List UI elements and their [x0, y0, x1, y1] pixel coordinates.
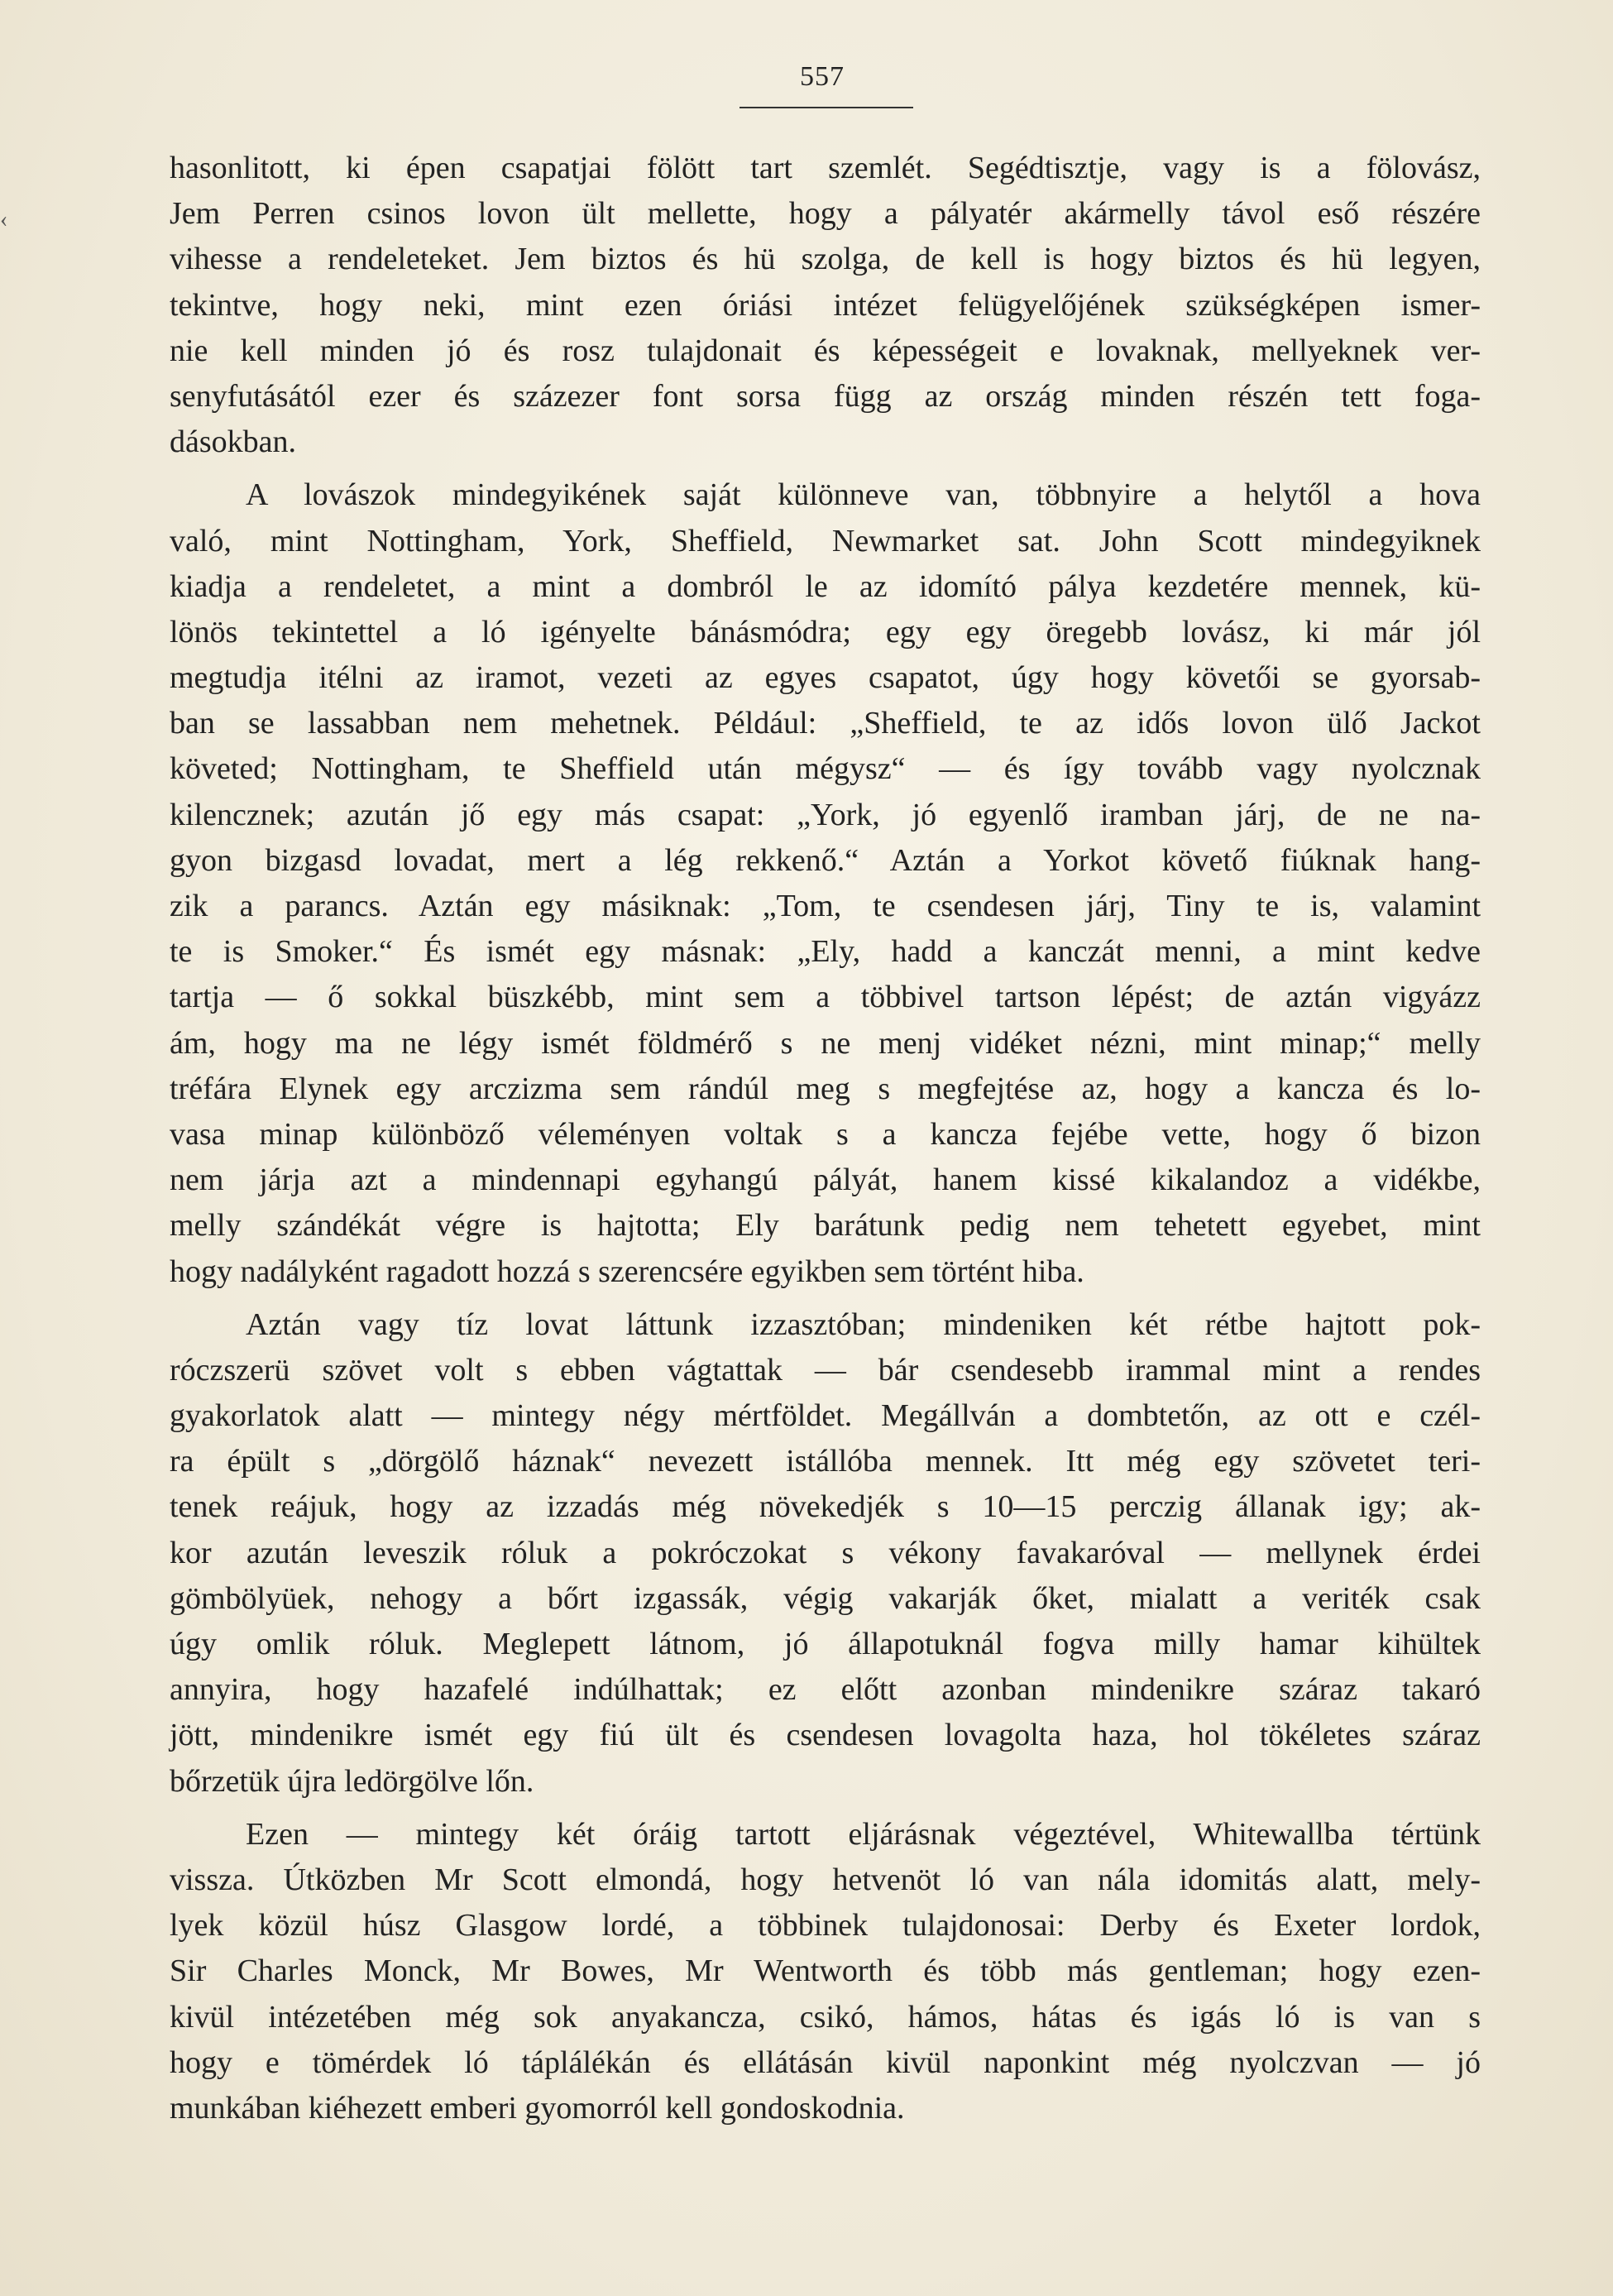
text-line: jött, mindenikre ismét egy fiú ült és csendesen lovagolta haza, hol tökéletes száraz: [170, 1718, 1481, 1753]
text-line: Ezen — mintegy két óráig tartott eljárásnak végeztével, Whitewallba tértünk: [246, 1816, 1481, 1852]
text-line: vasa minap különböző véleményen voltak s a kancza fejébe vette, hogy ő bizon: [170, 1116, 1481, 1152]
text-line: hogy nadályként ragadott hozzá s szerencsére egyikben sem történt hiba.: [170, 1253, 1084, 1289]
text-line: A lovászok mindegyikének saját különneve van, többnyire a helytől a hova: [246, 477, 1481, 513]
text-line: tartja — ő sokkal büszkébb, mint sem a többivel tartson lépést; de aztán vigyázz: [170, 980, 1481, 1015]
text-line: nie kell minden jó és rosz tulajdonait és képességeit e lovaknak, mellyeknek ver-: [170, 333, 1481, 368]
text-line: melly szándékát végre is hajtotta; Ely barátunk pedig nem tehetett egyebet, mint: [170, 1208, 1481, 1244]
text-line: hasonlitott, ki épen csapatjai fölött tart szemlét. Segédtisztje, vagy is a fölovász,: [170, 151, 1481, 185]
text-line: tenek reájuk, hogy az izzadás még növekedjék s 10—15 perczig állanak igy; ak-: [170, 1489, 1481, 1525]
text-line: munkában kiéhezett emberi gyomorról kell gondoskodnia.: [170, 2090, 905, 2126]
text-line: te is Smoker.“ És ismét egy másnak: „Ely, hadd a kanczát menni, a mint kedve: [170, 934, 1481, 970]
text-line: ra épült s „dörgölő háznak“ nevezett istállóba mennek. Itt még egy szövetet teri-: [170, 1444, 1481, 1479]
page-number: 557: [800, 61, 845, 92]
text-line: ban se lassabban nem mehetnek. Például: „Sheffield, te az idős lovon ülő Jackot: [170, 706, 1481, 741]
text-line: róczszerü szövet volt s ebben vágtattak — bár csendesebb irammal mint a rendes: [170, 1352, 1481, 1388]
text-line: Jem Perren csinos lovon ült mellette, hogy a pályatér akármelly távol eső részére: [170, 196, 1481, 232]
paragraph: [170, 472, 1481, 1294]
text-line: úgy omlik róluk. Meglepett látnom, jó állapotuknál fogva milly hamar kihültek: [170, 1627, 1481, 1661]
text-line: kiadja a rendeletet, a mint a dombról le az idomító pálya kezdetére mennek, kü-: [170, 568, 1481, 604]
text-line: tekintve, hogy neki, mint ezen óriási intézet felügyelőjének szükségképen ismer-: [170, 287, 1481, 323]
paragraph: [170, 1302, 1481, 1805]
text-line: kivül intézetében még sok anyakancza, csikó, hámos, hátas és igás ló is van s: [170, 1999, 1481, 2035]
text-line: senyfutásától ezer és százezer font sorsa függ az ország minden részén tett foga-: [170, 378, 1481, 414]
text-line: vihesse a rendeleteket. Jem biztos és hü szolga, de kell is hogy biztos és hü legyen,: [170, 242, 1481, 277]
text-line: dásokban.: [170, 424, 297, 460]
text-line: gyon bizgasd lovadat, mert a lég rekkenő.“ Aztán a Yorkot követő fiúknak hang-: [170, 842, 1481, 878]
page-number-rule: [739, 107, 913, 108]
text-line: lönös tekintettel a ló igényelte bánásmódra; egy egy öregebb lovász, ki már jól: [170, 614, 1481, 649]
text-line: bőrzetük újra ledörgölve lőn.: [170, 1763, 534, 1799]
text-line: megtudja itélni az iramot, vezeti az egyes csapatot, úgy hogy követői se gyorsab-: [170, 660, 1481, 696]
paragraph: [170, 1812, 1481, 2131]
text-line: nem járja azt a mindennapi egyhangú pályát, hanem kissé kikalandoz a vidékbe,: [170, 1162, 1481, 1198]
paragraph: [170, 146, 1481, 465]
text-line: hogy e tömérdek ló táplálékán és ellátásán kivül naponkint még nyolczvan — jó: [170, 2044, 1481, 2080]
text-line: tréfára Elynek egy arczizma sem rándúl meg s megfejtése az, hogy a kancza és lo-: [170, 1071, 1481, 1106]
text-line: Sir Charles Monck, Mr Bowes, Mr Wentworth és több más gentleman; hogy ezen-: [170, 1953, 1481, 1989]
text-line: lyek közül húsz Glasgow lordé, a többinek tulajdonosai: Derby és Exeter lordok,: [170, 1908, 1481, 1944]
text-line: követed; Nottingham, te Sheffield után mégysz“ — és így tovább vagy nyolcznak: [170, 751, 1481, 787]
text-line: annyira, hogy hazafelé indúlhattak; ez előtt azonban mindenikre száraz takaró: [170, 1672, 1481, 1708]
text-line: ám, hogy ma ne légy ismét földmérő s ne menj vidéket nézni, mint minap;“ melly: [170, 1025, 1481, 1061]
text-line: gömbölyüek, nehogy a bőrt izgassák, végig vakarják őket, mialatt a veriték csak: [170, 1580, 1481, 1616]
text-line: kor azután leveszik róluk a pokróczokat s vékony favakaróval — mellynek érdei: [170, 1535, 1481, 1570]
body-text: [170, 146, 1481, 2139]
text-line: Aztán vagy tíz lovat láttunk izzasztóban; mindeniken két rétbe hajtott pok-: [246, 1306, 1481, 1342]
text-line: kilencznek; azután jő egy más csapat: „York, jó egyenlő iramban járj, de ne na-: [170, 797, 1481, 832]
text-line: vissza. Útközben Mr Scott elmondá, hogy hetvenöt ló van nála idomitás alatt, mely-: [170, 1862, 1481, 1897]
text-line: gyakorlatok alatt — mintegy négy mértföldet. Megállván a dombtetőn, az ott e czél-: [170, 1398, 1481, 1434]
text-line: zik a parancs. Aztán egy másiknak: „Tom, te csendesen járj, Tiny te is, valamint: [170, 889, 1481, 923]
text-line: való, mint Nottingham, York, Sheffield, Newmarket sat. John Scott mindegyiknek: [170, 523, 1481, 558]
margin-mark: ‹: [0, 207, 8, 232]
